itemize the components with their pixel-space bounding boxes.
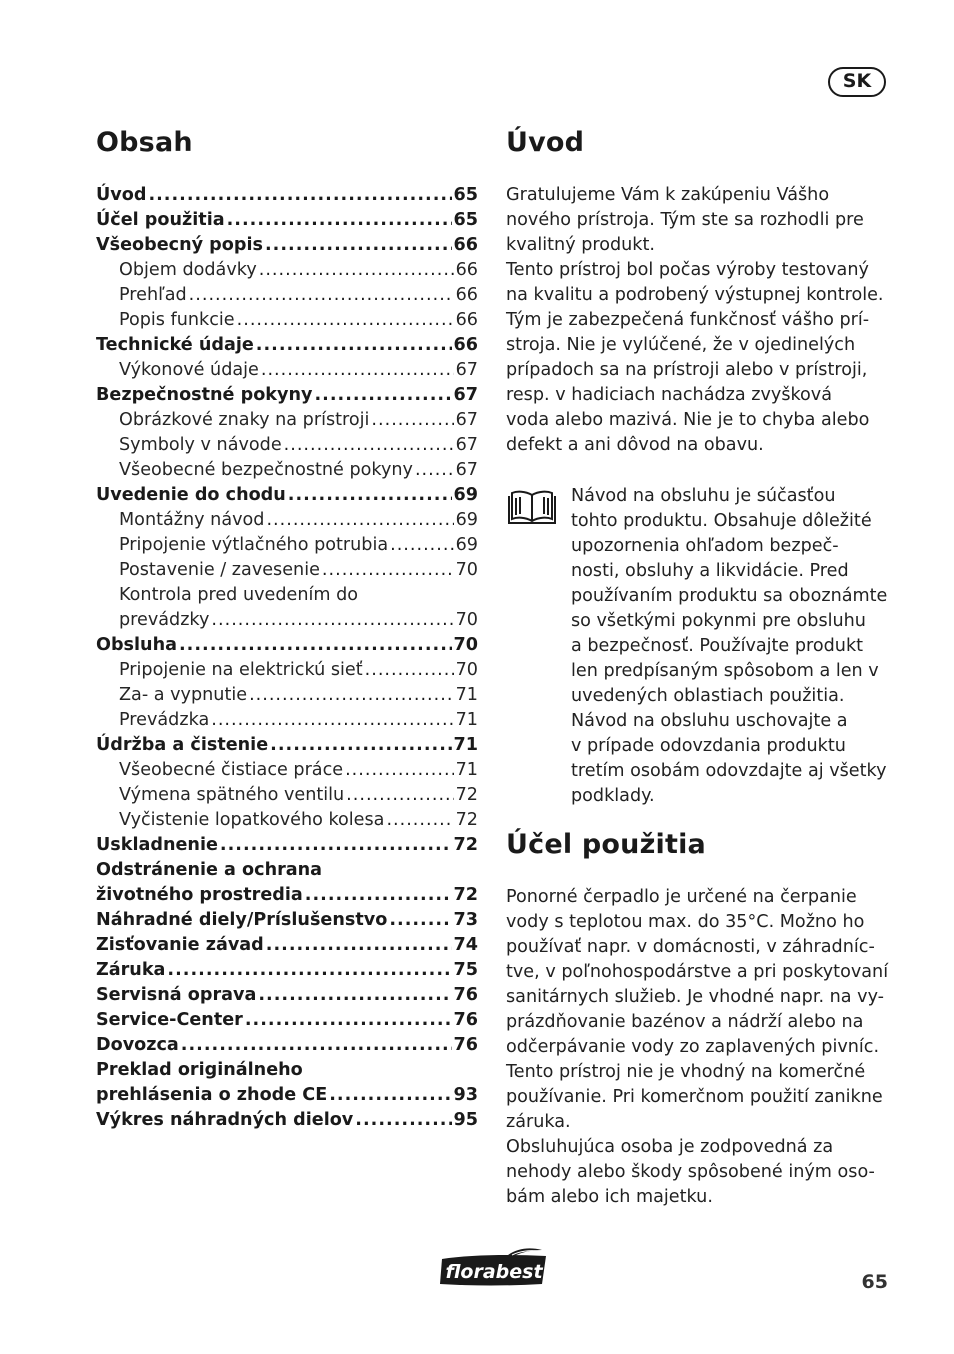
toc-entry [96,608,478,633]
toc-entry-title: Za- a vypnutie [119,685,248,705]
toc-entry-title: Servisná oprava [96,985,257,1005]
toc-entry [96,1058,478,1083]
text-line: Tým je zabezpečená funkčnosť vášho prí- [506,310,870,330]
toc-leader-dots [211,608,453,633]
toc-entry-page: 72 [455,785,478,805]
toc-entry-page: 67 [455,435,478,455]
toc-entry [96,208,478,233]
toc-entry-title: Záruka [96,960,166,980]
toc-entry-title: Obrázkové znaky na prístroji [119,410,370,430]
toc-entry-page: 67 [455,460,478,480]
text-line: Gratulujeme Vám k zakúpeniu Vášho [506,185,830,205]
toc-entry [96,733,478,758]
text-line: sanitárnych služieb. Je vhodné napr. na vy- [506,987,885,1007]
toc-leader-dots [181,1033,452,1058]
toc-leader-dots [227,208,452,233]
toc-entry [96,283,478,308]
toc-entry-title: Výmena spätného ventilu [119,785,345,805]
text-line: prázdňovanie bazénov a nádrží alebo na [506,1012,864,1032]
toc-entry-page: 72 [453,835,478,855]
toc-entry-page: 72 [453,885,478,905]
toc-entry-page: 70 [455,610,478,630]
toc-entry-title: Service-Center [96,1010,243,1030]
toc-entry [96,908,478,933]
toc-entry [96,383,478,408]
toc-entry [96,1108,478,1133]
brand-logo [438,1246,550,1288]
toc-entry-page: 72 [455,810,478,830]
text-line: nosti, obsluhy a likvidácie. Pred [571,561,849,581]
toc-leader-dots [365,658,454,683]
toc-entry [96,333,478,358]
text-line: používanie. Pri komerčnom použití zanikne [506,1087,883,1107]
toc-entry [96,883,478,908]
text-line: kvalitný produkt. [506,235,655,255]
text-line: Návod na obsluhu je súčasťou [571,486,836,506]
toc-entry [96,408,478,433]
text-line: stroja. Nie je vylúčené, že v ojedinelých [506,335,856,355]
toc-entry [96,558,478,583]
toc-leader-dots [220,833,452,858]
toc-entry-title: Popis funkcie [119,310,235,330]
toc-entry-title: Uskladnenie [96,835,218,855]
toc-entry-title: Postavenie / zavesenie [119,560,320,580]
toc-leader-dots [211,708,453,733]
toc-leader-dots [265,233,452,258]
toc-leader-dots [355,1108,451,1133]
toc-entry-title: životného prostredia [96,885,303,905]
toc-entry-title: Prevádzka [119,710,210,730]
text-line: záruka. [506,1112,571,1132]
toc-entry-title: Objem dodávky [119,260,257,280]
toc-entry-page: 66 [455,285,478,305]
toc-entry-page: 66 [455,260,478,280]
toc-heading: Obsah [96,127,193,158]
toc-entry [96,808,478,833]
text-line: upozornenia ohľadom bezpeč- [571,536,839,556]
text-line: bám alebo ich majetku. [506,1187,713,1207]
toc-entry [96,708,478,733]
text-line: len predpísaným spôsobom a len v [571,661,879,681]
toc-entry-title: Všeobecné čistiace práce [119,760,344,780]
purpose-heading: Účel použitia [506,829,706,860]
toc-entry-page: 65 [453,185,478,205]
toc-entry-page: 93 [453,1085,478,1105]
toc-leader-dots [256,333,452,358]
toc-entry-title: Pripojenie výtlačného potrubia [119,535,389,555]
toc-leader-dots [270,733,451,758]
toc-entry-page: 71 [453,735,478,755]
toc-leader-dots [389,908,451,933]
toc-entry [96,958,478,983]
toc-leader-dots [284,433,454,458]
toc-entry-page: 95 [453,1110,478,1130]
toc-entry-title: prehlásenia o zhode CE [96,1085,328,1105]
toc-entry-title: Bezpečnostné pokyny [96,385,313,405]
toc-entry-title: Všeobecné bezpečnostné pokyny [119,460,413,480]
toc-entry-title: Symboly v návode [119,435,282,455]
toc-entry-page: 70 [455,560,478,580]
toc-entry [96,533,478,558]
toc-entry-page: 71 [455,710,478,730]
language-badge: SK [828,67,886,97]
toc-entry-page: 69 [453,485,478,505]
toc-entry-page: 66 [455,310,478,330]
book-icon [507,488,557,526]
toc-entry-page: 71 [455,760,478,780]
toc-entry-title: Prehľad [119,285,187,305]
toc-entry-title: Vyčistenie lopatkového kolesa [119,810,385,830]
toc-entry [96,783,478,808]
toc-entry-page: 70 [453,635,478,655]
toc-entry-title: Technické údaje [96,335,254,355]
toc-entry-title: Účel použitia [96,210,225,230]
toc-entry-title: Odstránenie a ochrana [96,860,323,880]
toc-entry-title: prevádzky [119,610,210,630]
toc-leader-dots [288,483,452,508]
toc-leader-dots [345,758,454,783]
toc-entry [96,308,478,333]
text-line: podklady. [571,786,655,806]
toc-leader-dots [148,183,451,208]
toc-leader-dots [322,558,454,583]
toc-entry-title: Výkonové údaje [119,360,259,380]
toc-entry [96,233,478,258]
text-line: tve, v poľnohospodárstve a pri poskytovaní [506,962,889,982]
toc-leader-dots [346,783,453,808]
toc-leader-dots [167,958,451,983]
toc-leader-dots [258,983,451,1008]
text-line: Tento prístroj bol počas výroby testovaný [506,260,869,280]
text-line: Návod na obsluhu uschovajte a [571,711,848,731]
toc-entry [96,683,478,708]
toc-entry-page: 69 [455,535,478,555]
text-line: Tento prístroj nie je vhodný na komerčné [506,1062,866,1082]
toc-entry-page: 67 [455,410,478,430]
toc-entry-page: 73 [453,910,478,930]
toc-entry [96,433,478,458]
toc-entry-title: Náhradné diely/Príslušenstvo [96,910,388,930]
toc-entry [96,658,478,683]
svg-text:florabest: florabest [445,1261,543,1283]
toc-entry-title: Obsluha [96,635,177,655]
toc-leader-dots [390,533,453,558]
toc-entry-title: Montážny návod [119,510,265,530]
toc-leader-dots [179,633,452,658]
toc-entry-title: Údržba a čistenie [96,735,269,755]
toc-leader-dots [266,933,452,958]
toc-leader-dots [266,508,453,533]
text-line: so všetkými pokynmi pre obsluhu [571,611,866,631]
text-line: používaním produktu sa oboznámte [571,586,888,606]
toc-entry-title: Uvedenie do chodu [96,485,286,505]
toc-entry-title: Kontrola pred uvedením do [119,585,359,605]
toc-entry-title: Všeobecný popis [96,235,263,255]
table-of-contents [96,183,478,1133]
toc-entry [96,933,478,958]
toc-entry-title: Dovozca [96,1035,179,1055]
text-line: defekt a ani dôvod na obavu. [506,435,764,455]
toc-entry-page: 74 [453,935,478,955]
purpose-paragraph [506,885,896,1210]
toc-entry [96,1033,478,1058]
toc-leader-dots [259,258,454,283]
text-line: v prípade odovzdania produktu [571,736,846,756]
toc-leader-dots [415,458,454,483]
toc-entry [96,508,478,533]
toc-entry-title: Zisťovanie závad [96,935,264,955]
toc-entry [96,458,478,483]
toc-entry [96,183,478,208]
text-line: prípadoch sa na prístroji alebo v prístroji, [506,360,868,380]
manual-note [571,484,896,809]
intro-paragraph [506,183,896,458]
toc-entry-title: Preklad originálneho [96,1060,303,1080]
text-line: nového prístroja. Tým ste sa rozhodli pre [506,210,864,230]
toc-leader-dots [261,358,454,383]
text-line: používať napr. v domácnosti, v záhradníc- [506,937,875,957]
text-line: odčerpávanie vody zo zaplavených pivníc. [506,1037,880,1057]
toc-leader-dots [329,1083,451,1108]
toc-entry [96,833,478,858]
toc-entry-title: Výkres náhradných dielov [96,1110,354,1130]
toc-leader-dots [371,408,453,433]
toc-entry-page: 66 [453,235,478,255]
toc-leader-dots [237,308,454,333]
toc-entry-page: 76 [453,1010,478,1030]
intro-heading: Úvod [506,127,585,158]
toc-entry-title: Úvod [96,185,147,205]
text-line: tretím osobám odovzdajte aj všetky [571,761,887,781]
text-line: a bezpečnosť. Používajte produkt [571,636,864,656]
toc-entry [96,1008,478,1033]
toc-entry [96,858,478,883]
toc-entry-page: 70 [455,660,478,680]
toc-entry-page: 67 [453,385,478,405]
toc-entry [96,358,478,383]
text-line: na kvalitu a podrobený výstupnej kontrole. [506,285,884,305]
toc-entry-page: 65 [453,210,478,230]
toc-entry [96,1083,478,1108]
page-number: 65 [861,1271,888,1293]
toc-entry [96,983,478,1008]
text-line: nehody alebo škody spôsobené iným oso- [506,1162,875,1182]
toc-entry-page: 71 [455,685,478,705]
text-line: uvedených oblastiach použitia. [571,686,845,706]
toc-entry-page: 66 [453,335,478,355]
toc-entry-title: Pripojenie na elektrickú sieť [119,660,363,680]
text-line: resp. v hadiciach nachádza zvyšková [506,385,832,405]
toc-leader-dots [249,683,454,708]
text-line: tohto produktu. Obsahuje dôležité [571,511,872,531]
toc-leader-dots [245,1008,452,1033]
text-line: Ponorné čerpadlo je určené na čerpanie [506,887,857,907]
toc-leader-dots [189,283,454,308]
toc-entry-page: 75 [453,960,478,980]
toc-entry [96,258,478,283]
toc-leader-dots [305,883,452,908]
text-line: voda alebo mazivá. Nie je to chyba alebo [506,410,870,430]
toc-entry-page: 67 [455,360,478,380]
toc-entry [96,633,478,658]
toc-leader-dots [386,808,453,833]
text-line: vody s teplotou max. do 35°C. Možno ho [506,912,865,932]
toc-entry-page: 76 [453,1035,478,1055]
toc-entry-page: 76 [453,985,478,1005]
toc-entry [96,483,478,508]
text-line: Obsluhujúca osoba je zodpovedná za [506,1137,834,1157]
toc-entry-page: 69 [455,510,478,530]
toc-entry [96,758,478,783]
toc-entry [96,583,478,608]
toc-leader-dots [314,383,451,408]
